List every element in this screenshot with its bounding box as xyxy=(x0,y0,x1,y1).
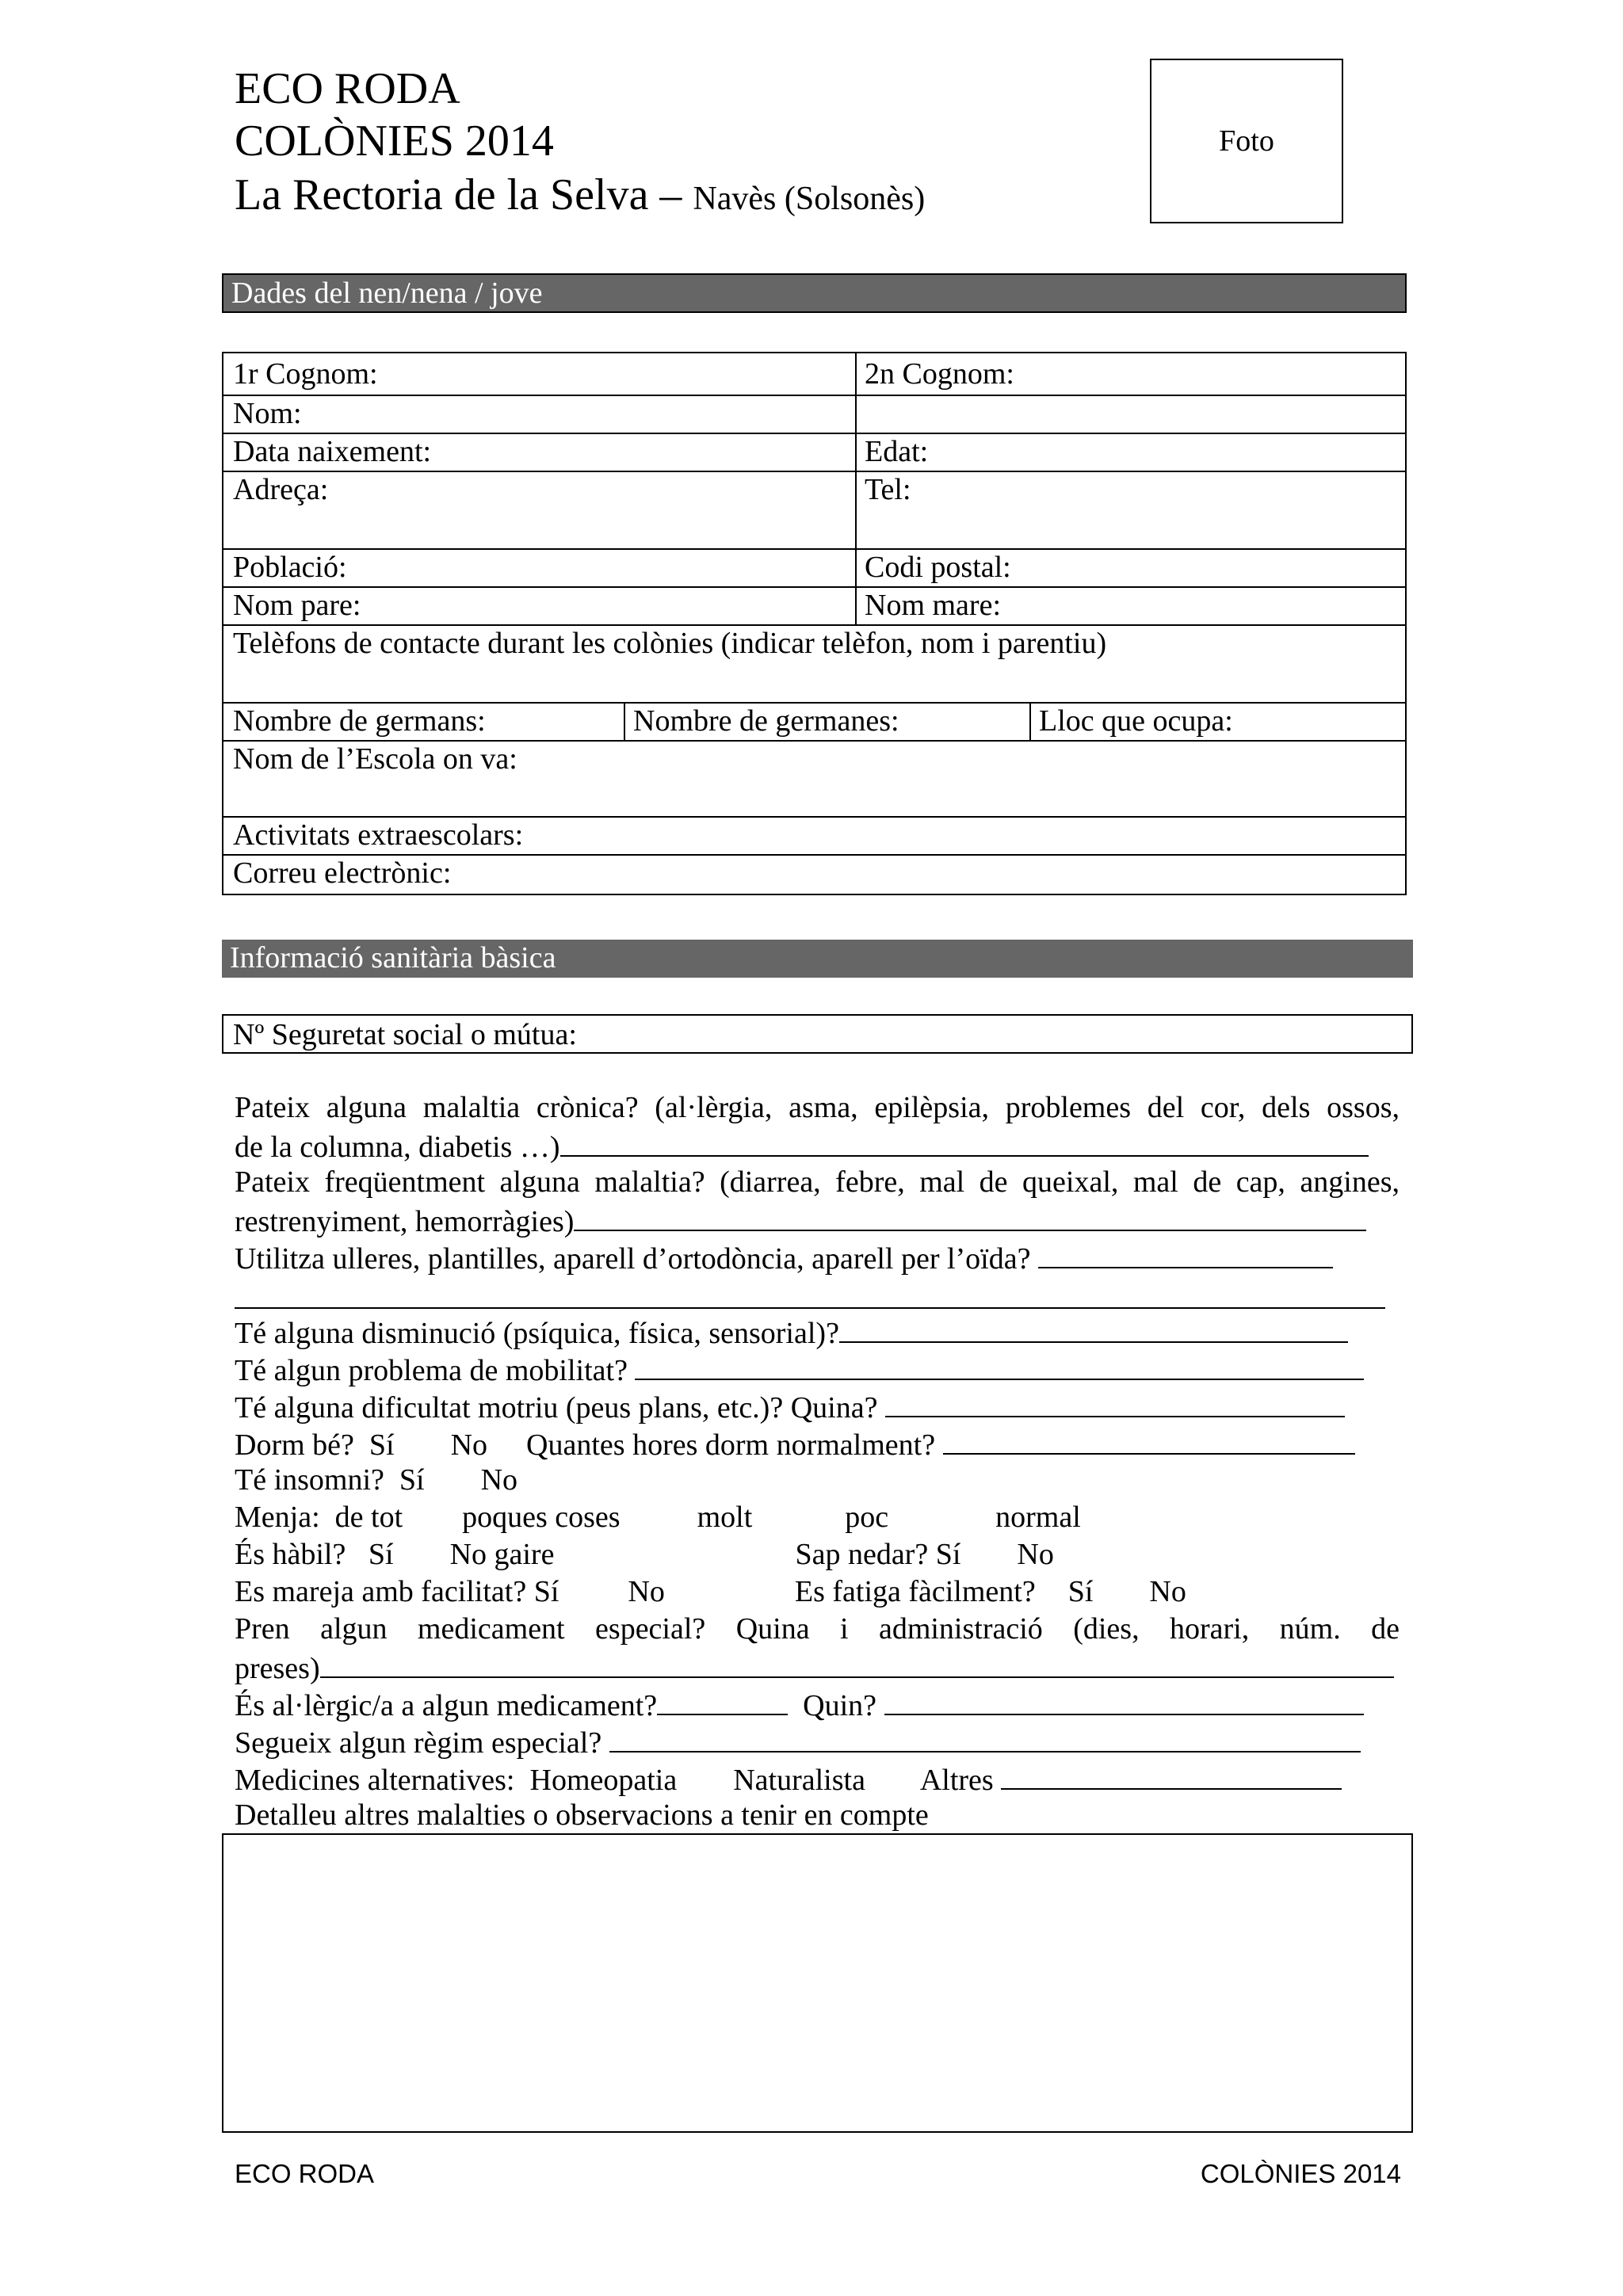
title-event: COLÒNIES 2014 xyxy=(235,116,554,166)
answer-line[interactable] xyxy=(609,1722,1361,1753)
answer-line[interactable] xyxy=(635,1350,1364,1380)
option-insomni-no[interactable]: No xyxy=(480,1463,518,1497)
option-menja-molt[interactable]: molt xyxy=(697,1501,753,1534)
answer-line[interactable] xyxy=(1038,1238,1333,1268)
seguretat-box[interactable] xyxy=(222,1014,1413,1054)
option-nedar-no[interactable]: No xyxy=(1017,1538,1054,1571)
field-germans[interactable]: Nombre de germans: xyxy=(233,704,486,738)
field-germanes[interactable]: Nombre de germanes: xyxy=(633,704,899,738)
answer-line[interactable] xyxy=(657,1685,788,1715)
option-menja-de-tot[interactable]: de tot xyxy=(334,1501,403,1534)
field-lloc[interactable]: Lloc que ocupa: xyxy=(1039,704,1233,738)
question-ulleres[interactable]: Utilitza ulleres, plantilles, aparell d’ortodòncia, aparell per l’oïda? xyxy=(235,1238,1400,1278)
question-dificultat-motriu[interactable]: Té alguna dificultat motriu (peus plans, etc.)? Quina? xyxy=(235,1387,1400,1427)
field-extraescolars[interactable]: Activitats extraescolars: xyxy=(233,818,524,852)
question-regim-especial[interactable]: Segueix algun règim especial? xyxy=(235,1722,1400,1762)
field-telefons-contacte[interactable]: Telèfons de contacte durant les colònies (indicar telèfon, nom i parentiu) xyxy=(233,627,1107,660)
field-codi-postal[interactable]: Codi postal: xyxy=(865,551,1011,584)
answer-line[interactable] xyxy=(574,1201,1366,1231)
field-nom-pare[interactable]: Nom pare: xyxy=(233,589,361,622)
field-nom-mare[interactable]: Nom mare: xyxy=(865,589,1002,622)
question-alergic-medicament[interactable]: És al·lèrgic/a a algun medicament? Quin? xyxy=(235,1685,1400,1725)
title-location-small: Navès (Solsonès) xyxy=(693,181,926,217)
option-homeopatia[interactable]: Homeopatia xyxy=(529,1764,678,1797)
photo-box[interactable] xyxy=(1150,59,1343,223)
field-edat[interactable]: Edat: xyxy=(865,435,929,468)
option-nedar-si[interactable]: Sí xyxy=(935,1538,961,1571)
child-data-table xyxy=(222,352,1407,895)
field-cognom2[interactable]: 2n Cognom: xyxy=(865,357,1014,391)
option-fatiga-si[interactable]: Sí xyxy=(1067,1575,1094,1608)
option-habil-no-gaire[interactable]: No gaire xyxy=(449,1538,555,1571)
observacions-box[interactable] xyxy=(222,1833,1413,2133)
field-correu[interactable]: Correu electrònic: xyxy=(233,856,452,890)
answer-line[interactable] xyxy=(839,1313,1348,1343)
answer-line[interactable] xyxy=(884,1685,1364,1715)
photo-label: Foto xyxy=(1219,124,1274,158)
field-nom[interactable]: Nom: xyxy=(233,397,302,430)
answer-line[interactable] xyxy=(1001,1760,1342,1790)
question-observacions: Detalleu altres malalties o observacions a tenir en compte xyxy=(235,1798,929,1832)
section-header-health-info: Informació sanitària bàsica xyxy=(222,940,1413,978)
option-fatiga-no[interactable]: No xyxy=(1149,1575,1186,1608)
field-cognom1[interactable]: 1r Cognom: xyxy=(233,357,378,391)
section-header-child-data: Dades del nen/nena / jove xyxy=(222,273,1407,313)
option-altres[interactable]: Altres xyxy=(919,1764,994,1797)
field-tel[interactable]: Tel: xyxy=(865,473,911,506)
option-insomni-si[interactable]: Sí xyxy=(399,1463,425,1497)
option-naturalista[interactable]: Naturalista xyxy=(733,1764,865,1797)
question-disminucio[interactable]: Té alguna disminució (psíquica, física, sensorial)? xyxy=(235,1313,1400,1352)
footer-right: COLÒNIES 2014 xyxy=(1200,2159,1401,2188)
title-org: ECO RODA xyxy=(235,64,460,113)
title-location-main: La Rectoria de la Selva – xyxy=(235,170,682,219)
question-dorm[interactable]: Dorm bé? Sí No Quantes hores dorm normalment? xyxy=(235,1425,1400,1464)
footer-left: ECO RODA xyxy=(235,2159,375,2188)
question-insomni[interactable]: Té insomni? Sí No xyxy=(235,1463,518,1497)
answer-line[interactable] xyxy=(320,1648,1394,1678)
option-habil-si[interactable]: Sí xyxy=(368,1538,394,1571)
answer-line[interactable] xyxy=(560,1127,1369,1157)
question-habil[interactable]: És hàbil? Sí No gaire Sap nedar? Sí No xyxy=(235,1538,1054,1571)
answer-line[interactable] xyxy=(943,1425,1355,1455)
question-malaltia-frequent-cont[interactable]: restrenyiment, hemorràgies) xyxy=(235,1201,1400,1241)
title-location xyxy=(235,170,925,224)
question-medicament-especial: Pren algun medicament especial? Quina i administració (dies, horari, núm. de xyxy=(235,1612,1400,1646)
question-medicines-alternatives[interactable]: Medicines alternatives: Homeopatia Naturalista Altres xyxy=(235,1760,1400,1799)
field-escola[interactable]: Nom de l’Escola on va: xyxy=(233,742,517,776)
question-mobilitat[interactable]: Té algun problema de mobilitat? xyxy=(235,1350,1400,1390)
option-dorm-no[interactable]: No xyxy=(450,1428,488,1462)
question-medicament-especial-cont[interactable]: preses) xyxy=(235,1648,1400,1688)
option-menja-poc[interactable]: poc xyxy=(845,1501,889,1534)
field-poblacio[interactable]: Població: xyxy=(233,551,347,584)
option-menja-poques-coses[interactable]: poques coses xyxy=(462,1501,621,1534)
field-seguretat-social: Nº Seguretat social o mútua: xyxy=(233,1018,577,1051)
answer-line-extra[interactable] xyxy=(235,1307,1385,1309)
question-mareja[interactable]: Es mareja amb facilitat? Sí No Es fatiga fàcilment? Sí No xyxy=(235,1575,1186,1608)
question-malaltia-frequent: Pateix freqüentment alguna malaltia? (diarrea, febre, mal de queixal, mal de cap, angines, xyxy=(235,1165,1400,1199)
option-menja-normal[interactable]: normal xyxy=(995,1501,1081,1534)
option-mareja-si[interactable]: Sí xyxy=(533,1575,559,1608)
answer-line[interactable] xyxy=(885,1387,1345,1417)
field-adreca[interactable]: Adreça: xyxy=(233,473,329,506)
question-menja[interactable]: Menja: de tot poques coses molt poc normal xyxy=(235,1501,1081,1534)
option-mareja-no[interactable]: No xyxy=(628,1575,665,1608)
question-malaltia-cronica-cont[interactable]: de la columna, diabetis …) xyxy=(235,1127,1400,1166)
question-malaltia-cronica: Pateix alguna malaltia crònica? (al·lèrgia, asma, epilèpsia, problemes del cor, dels ossos, xyxy=(235,1091,1400,1124)
option-dorm-si[interactable]: Sí xyxy=(369,1428,395,1462)
field-data-naixement[interactable]: Data naixement: xyxy=(233,435,432,468)
